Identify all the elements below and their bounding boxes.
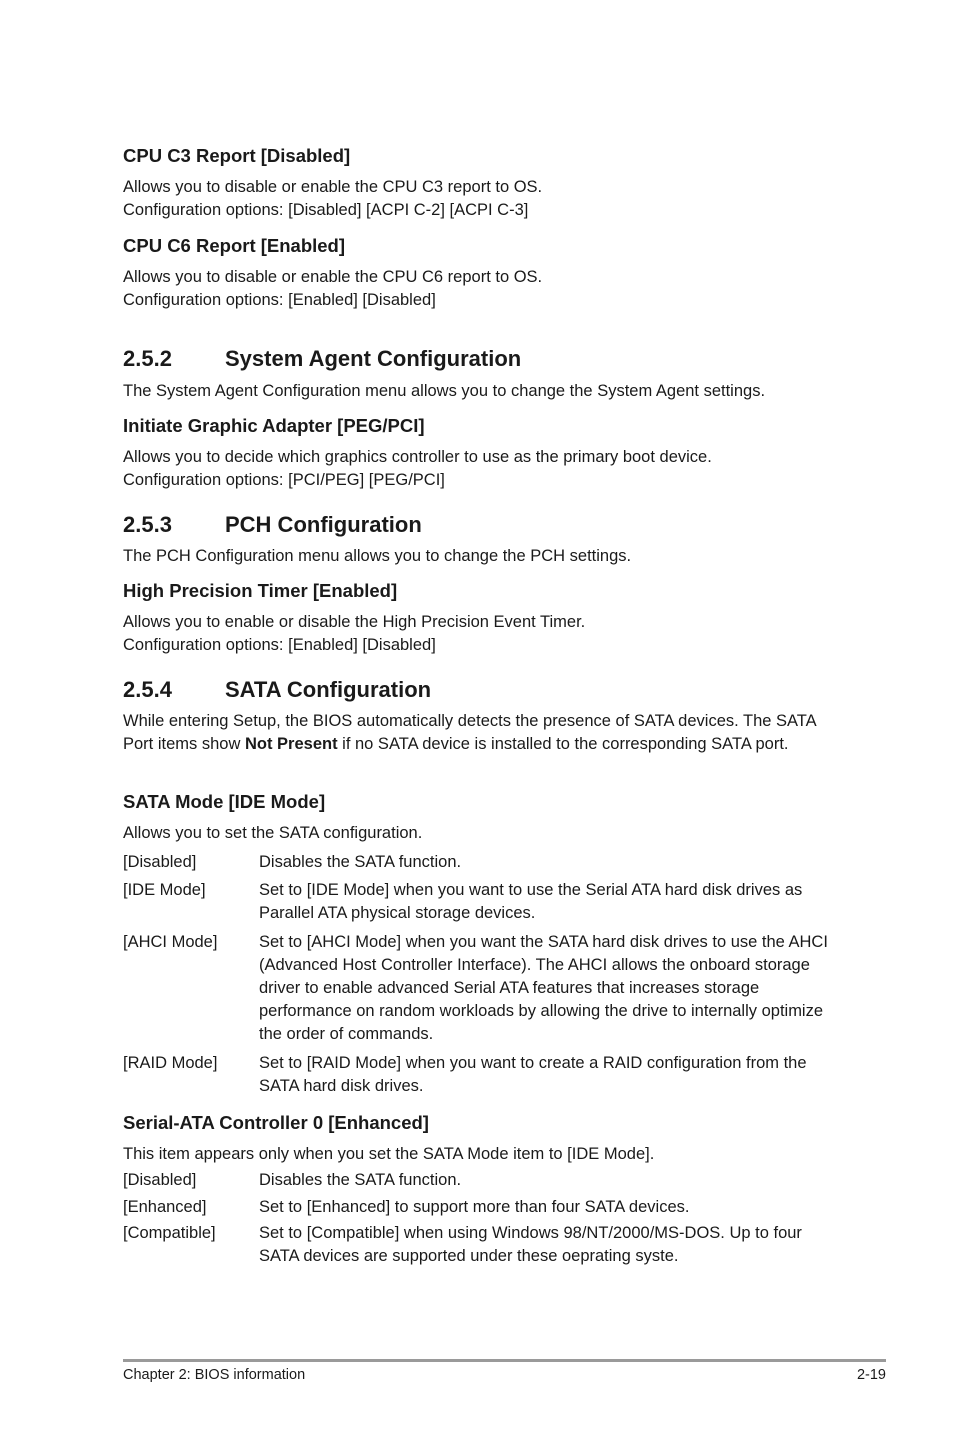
option-key: [RAID Mode] — [123, 1054, 218, 1072]
sata-mode-heading: SATA Mode [IDE Mode] — [123, 791, 326, 812]
hpet-line1: Allows you to enable or disable the High Precision Event Timer. — [123, 613, 586, 631]
cpu-c6-heading: CPU C6 Report [Enabled] — [123, 235, 346, 256]
section-2-5-4-heading — [123, 677, 431, 703]
cpu-c6-line2: Configuration options: [Enabled] [Disabled] — [123, 291, 436, 309]
option-key: [AHCI Mode] — [123, 933, 218, 951]
cpu-c3-line1: Allows you to disable or enable the CPU C3 report to OS. — [123, 178, 543, 196]
section-2-5-4-title: SATA Configuration — [225, 677, 432, 702]
section-2-5-2-number: 2.5.2 — [123, 346, 172, 371]
option-key: [Disabled] — [123, 1171, 197, 1189]
cpu-c3-line2: Configuration options: [Disabled] [ACPI C-2] [ACPI C-3] — [123, 201, 529, 219]
section-2-5-3-intro: The PCH Configuration menu allows you to change the PCH settings. — [123, 547, 632, 565]
option-description: Disables the SATA function. — [259, 853, 462, 871]
hpet-description — [123, 611, 835, 657]
intro-before: While entering Setup, the BIOS automatically detects the presence of SATA devices. The SATA Port items show — [123, 712, 816, 753]
graphic-adapter-line2: Configuration options: [PCI/PEG] [PEG/PCI] — [123, 471, 445, 489]
option-description: Set to [Compatible] when using Windows 98/NT/2000/MS-DOS. Up to four SATA devices are supported under these oeprating syste. — [259, 1224, 802, 1265]
option-key: [Disabled] — [123, 853, 197, 871]
graphic-adapter-heading: Initiate Graphic Adapter [PEG/PCI] — [123, 415, 425, 436]
cpu-c3-description — [123, 176, 835, 222]
section-2-5-2-title: System Agent Configuration — [225, 346, 522, 371]
option-key: [Compatible] — [123, 1224, 216, 1242]
intro-after: if no SATA device is installed to the corresponding SATA port. — [337, 735, 789, 753]
option-description: Set to [AHCI Mode] when you want the SATA hard disk drives to use the AHCI (Advanced Host Controller Interface). The AHCI allows the onboard storage driver to enable advanced Serial ATA features that increases storage performance on random workloads by allowing the drive to internally optimize the order of commands. — [259, 933, 828, 1043]
cpu-c3-heading: CPU C3 Report [Disabled] — [123, 145, 351, 166]
not-present-bold: Not Present — [244, 735, 338, 753]
section-2-5-3-heading — [123, 512, 422, 538]
section-2-5-3-title: PCH Configuration — [225, 512, 422, 537]
hpet-line2: Configuration options: [Enabled] [Disabled] — [123, 636, 436, 654]
section-2-5-2-heading — [123, 346, 521, 372]
hpet-heading: High Precision Timer [Enabled] — [123, 580, 398, 601]
footer-divider — [123, 1359, 886, 1362]
option-description: Disables the SATA function. — [259, 1171, 462, 1189]
section-2-5-3-number: 2.5.3 — [123, 512, 172, 537]
cpu-c6-description — [123, 266, 835, 312]
option-description: Set to [RAID Mode] when you want to create a RAID configuration from the SATA hard disk drives. — [259, 1054, 807, 1095]
option-description: Set to [Enhanced] to support more than four SATA devices. — [259, 1198, 690, 1216]
option-description: Set to [IDE Mode] when you want to use the Serial ATA hard disk drives as Parallel ATA physical storage devices. — [259, 881, 803, 922]
section-2-5-4-number: 2.5.4 — [123, 677, 172, 702]
option-key: [IDE Mode] — [123, 881, 206, 899]
footer-page-number: 2-19 — [856, 1367, 886, 1383]
cpu-c6-line1: Allows you to disable or enable the CPU C6 report to OS. — [123, 268, 543, 286]
section-2-5-2-intro: The System Agent Configuration menu allows you to change the System Agent settings. — [123, 382, 766, 400]
sata-mode-intro: Allows you to set the SATA configuration. — [123, 824, 423, 842]
option-key: [Enhanced] — [123, 1198, 207, 1216]
section-2-5-4-intro — [123, 710, 835, 756]
graphic-adapter-description — [123, 446, 835, 492]
footer-chapter-label: Chapter 2: BIOS information — [123, 1367, 306, 1383]
graphic-adapter-line1: Allows you to decide which graphics controller to use as the primary boot device. — [123, 448, 712, 466]
sata-controller-heading: Serial-ATA Controller 0 [Enhanced] — [123, 1112, 429, 1133]
sata-controller-intro: This item appears only when you set the SATA Mode item to [IDE Mode]. — [123, 1145, 655, 1163]
